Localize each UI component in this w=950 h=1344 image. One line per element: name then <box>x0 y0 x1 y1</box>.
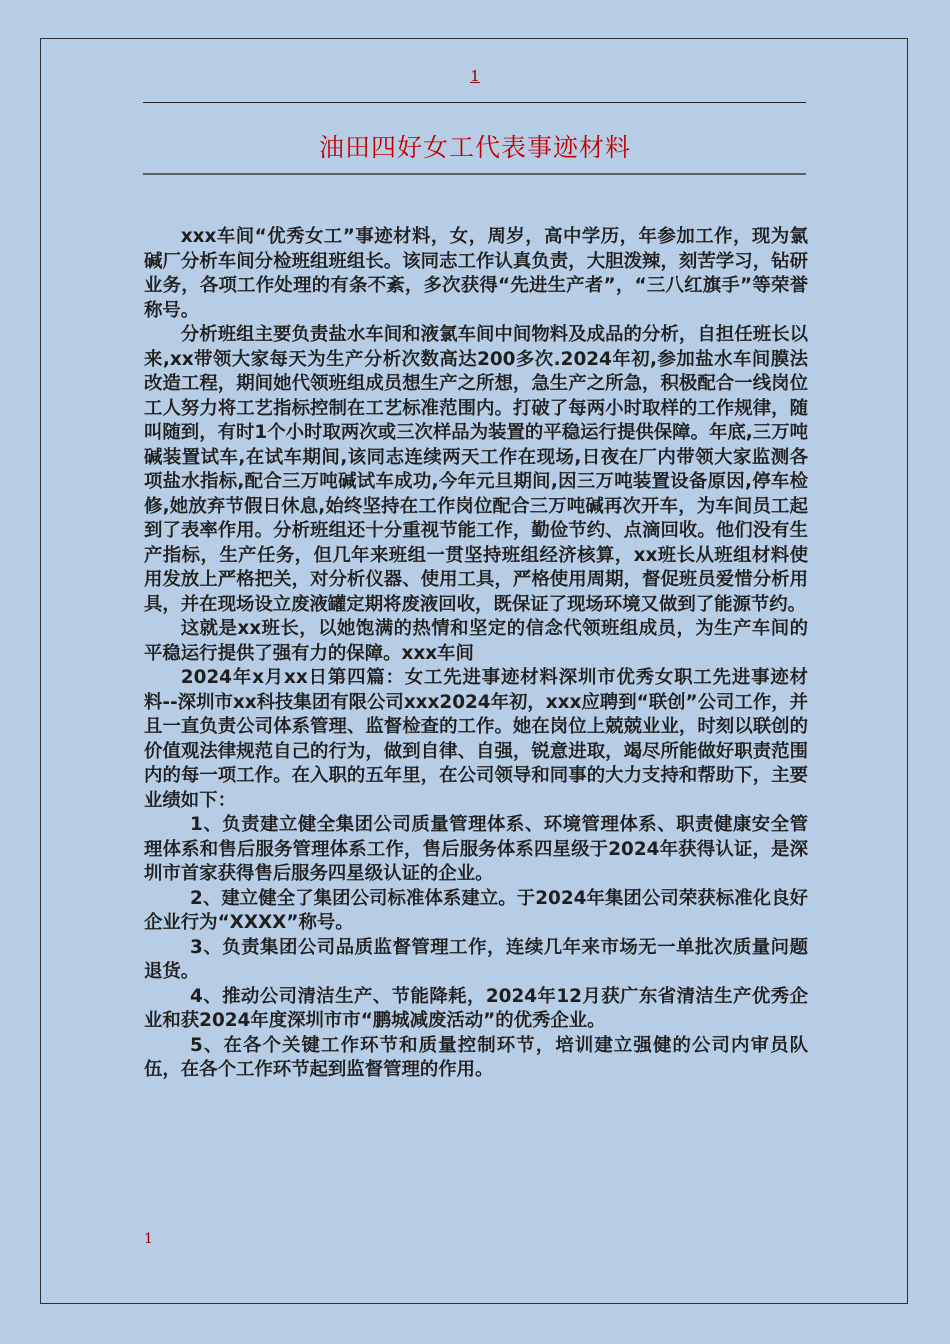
achievement-item-3: 3、负责集团公司品质监督管理工作，连续几年来市场无一单批次质量问题退货。 <box>144 936 808 982</box>
paragraph-intro: xxx车间“优秀女工”事迹材料，女，周岁，高中学历，年参加工作，现为氯碱厂分析车间分检班组班组长。该同志工作认真负责，大胆泼辣，刻苦学习，钻研业务，各项工作处理的有条不紊，多次获得“先进生产者”，“三八红旗手”等荣誉称号。 <box>144 226 808 321</box>
achievement-item-4: 4、推动公司清洁生产、节能降耗，2024年12月获广东省清洁生产优秀企业和获2024年度深圳市市“鹏城减废活动”的优秀企业。 <box>144 985 808 1031</box>
header-divider <box>143 102 806 103</box>
footer-page-number: 1 <box>144 1231 153 1247</box>
achievement-item-5: 5、在各个关键工作环节和质量控制环节，培训建立强健的公司内审员队伍，在各个工作环节起到监督管理的作用。 <box>144 1034 808 1080</box>
paragraph-summary: 这就是xx班长，以她饱满的热情和坚定的信念代领班组成员，为生产车间的平稳运行提供了强有力的保障。xxx车间 <box>144 618 808 664</box>
achievement-item-2: 2、建立健全了集团公司标准体系建立。于2024年集团公司荣获标准化良好企业行为“XXXX”称号。 <box>144 887 808 933</box>
paragraph-fourth-article: 2024年x月xx日第四篇：女工先进事迹材料深圳市优秀女职工先进事迹材料--深圳市xx科技集团有限公司xxx2024年初，xxx应聘到“联创”公司工作，并且一直负责公司体系管理、监督检查的工作。她在岗位上兢兢业业，时刻以联创的价值观法律规范自己的行为，做到自律、自强，锐意进取，竭尽所能做好职责范围内的每一项工作。在入职的五年里，在公司领导和同事的大力支持和帮助下，主要业绩如下： <box>144 667 808 811</box>
paragraph-team-work: 分析班组主要负责盐水车间和液氯车间中间物料及成品的分析，自担任班长以来,xx带领大家每天为生产分析次数高达200多次.2024年初,参加盐水车间膜法改造工程，期间她代领班组成员想生产之所想，急生产之所急，积极配合一线岗位工人努力将工艺指标控制在工艺标准范围内。打破了每两小时取样的工作规律，随叫随到，有时1个小时取两次或三次样品为装置的平稳运行提供保障。年底,三万吨碱装置试车,在试车期间,该同志连续两天工作在现场,日夜在厂内带领大家监测各项盐水指标,配合三万吨碱试车成功,今年元旦期间,因三万吨装置设备原因,停车检修,她放弃节假日休息,始终坚持在工作岗位配合三万吨碱再次开车，为车间员工起到了表率作用。分析班组还十分重视节能工作，勤俭节约、点滴回收。他们没有生产指标，生产任务，但几年来班组一贯坚持班组经济核算，xx班长从班组材料使用发放上严格把关，对分析仪器、使用工具，严格使用周期，督促班员爱惜分析用具，并在现场设立废液罐定期将废液回收，既保证了现场环境又做到了能源节约。 <box>144 324 808 615</box>
document-body <box>144 225 808 1083</box>
document-title: 油田四好女工代表事迹材料 <box>318 133 631 162</box>
title-divider <box>143 173 806 175</box>
header-page-number: 1 <box>470 67 480 85</box>
achievement-item-1: 1、负责建立健全集团公司质量管理体系、环境管理体系、职责健康安全管理体系和售后服务管理体系工作，售后服务体系四星级于2024年获得认证，是深圳市首家获得售后服务四星级认证的企业。 <box>144 814 808 884</box>
